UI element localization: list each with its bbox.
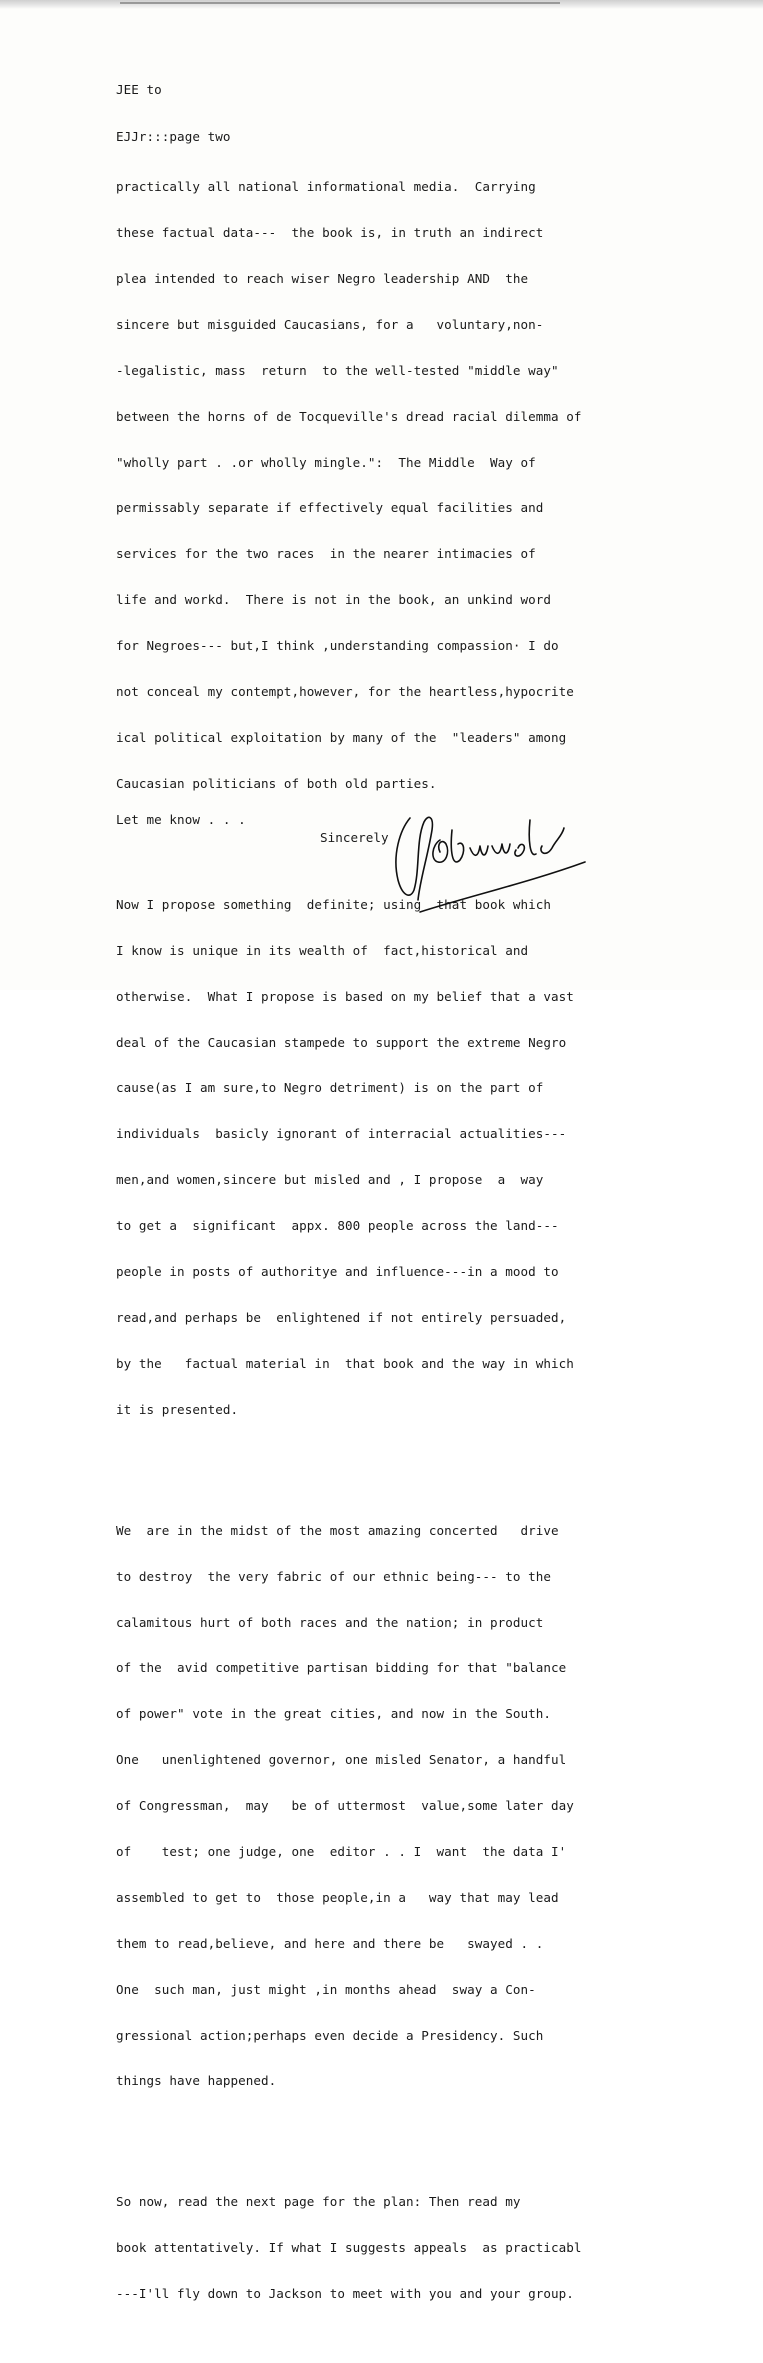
paragraph-line: things have happened.	[116, 2073, 277, 2089]
paragraph-line: gressional action;perhaps even decide a Presidency. Such	[116, 2027, 544, 2043]
paragraph-line: plea intended to reach wiser Negro leadership AND the	[116, 270, 529, 286]
paragraph-line: ---I'll fly down to Jackson to meet with you and your group.	[116, 2286, 574, 2302]
paragraph-line: deal of the Caucasian stampede to support the extreme Negro	[116, 1034, 567, 1050]
paragraph-line: not conceal my contempt,however, for the heartless,hypocrite	[116, 683, 574, 699]
paragraph-line: So now, read the next page for the plan: Then read my	[116, 2194, 521, 2210]
paragraph-line: sincere but misguided Caucasians, for a voluntary,non-	[116, 316, 544, 332]
paragraph-line: for Negroes--- but,I think ,understanding compassion· I do	[116, 638, 559, 654]
paragraph-3	[116, 1492, 582, 2119]
paragraph-4	[116, 2164, 582, 2332]
paragraph-line: We are in the midst of the most amazing concerted drive	[116, 1522, 559, 1538]
paragraph-line: cause(as I am sure,to Negro detriment) is on the part of	[116, 1080, 544, 1096]
paragraph-line: ical political exploitation by many of the "leaders" among	[116, 729, 567, 745]
letter-body	[116, 118, 582, 2363]
paragraph-line: assembled to get to those people,in a way that may lead	[116, 1889, 559, 1905]
handwritten-signature	[380, 800, 610, 920]
sign-off: Sincerely	[320, 830, 389, 845]
paragraph-line: I know is unique in its wealth of fact,historical and	[116, 942, 529, 958]
paragraph-2	[116, 866, 582, 1447]
paragraph-line: permissably separate if effectively equal facilities and	[116, 500, 544, 516]
paragraph-line: people in posts of authoritye and influence---in a mood to	[116, 1263, 559, 1279]
header-line-2: EJJr:::page two	[116, 129, 231, 145]
paragraph-line: men,and women,sincere but misled and , I propose a way	[116, 1172, 544, 1188]
paragraph-line: life and workd. There is not in the book, an unkind word	[116, 592, 552, 608]
paragraph-line: of Congressman, may be of uttermost value,some later day	[116, 1798, 574, 1814]
paragraph-line: Caucasian politicians of both old parties.	[116, 775, 437, 791]
paragraph-line: otherwise. What I propose is based on my belief that a vast	[116, 988, 574, 1004]
paragraph-line: -legalistic, mass return to the well-tested "middle way"	[116, 362, 559, 378]
paragraph-line: of power" vote in the great cities, and now in the South.	[116, 1706, 552, 1722]
paragraph-line: to destroy the very fabric of our ethnic being--- to the	[116, 1568, 552, 1584]
paragraph-line: One such man, just might ,in months ahead sway a Con-	[116, 1981, 536, 1997]
paragraph-line: these factual data--- the book is, in truth an indirect	[116, 225, 544, 241]
paragraph-line: services for the two races in the nearer intimacies of	[116, 546, 536, 562]
paragraph-line: read,and perhaps be enlightened if not entirely persuaded,	[116, 1309, 567, 1325]
paragraph-line: between the horns of de Tocqueville's dread racial dilemma of	[116, 408, 582, 424]
paragraph-line: calamitous hurt of both races and the nation; in product	[116, 1614, 544, 1630]
header-line-1: JEE to	[116, 82, 162, 97]
paragraph-line: to get a significant appx. 800 people across the land---	[116, 1218, 559, 1234]
paragraph-line: it is presented.	[116, 1401, 239, 1417]
closing-line: Let me know . . .	[116, 812, 246, 827]
paragraph-line: One unenlightened governor, one misled Senator, a handful	[116, 1752, 567, 1768]
paragraph-line: book attentatively. If what I suggests appeals as practicabl	[116, 2240, 582, 2256]
paragraph-line: them to read,believe, and here and there be swayed . .	[116, 1935, 544, 1951]
paragraph-line: of the avid competitive partisan bidding for that "balance	[116, 1660, 567, 1676]
paragraph-line: of test; one judge, one editor . . I want the data I'	[116, 1843, 574, 1859]
paragraph-line: Now I propose something definite; using that book which	[116, 896, 552, 912]
paragraph-line: "wholly part . .or wholly mingle.": The Middle Way of	[116, 454, 536, 470]
paragraph-line: individuals basicly ignorant of interracial actualities---	[116, 1126, 567, 1142]
paragraph-line: by the factual material in that book and the way in which	[116, 1355, 574, 1371]
paragraph-1	[116, 149, 582, 822]
paragraph-line: practically all national informational media. Carrying	[116, 179, 536, 195]
scan-top-rule	[120, 2, 560, 4]
